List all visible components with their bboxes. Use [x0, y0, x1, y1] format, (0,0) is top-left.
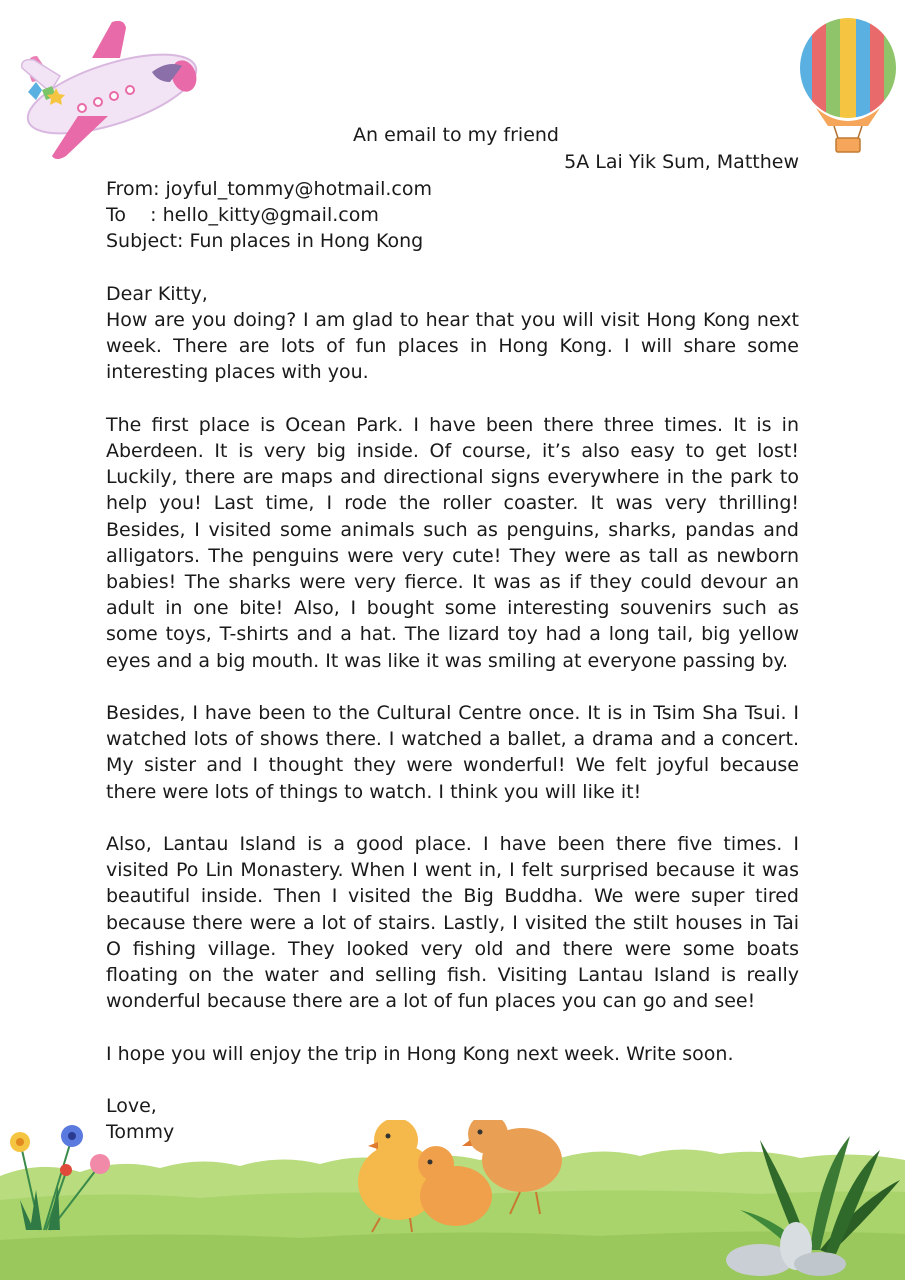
email-from-line: [106, 176, 799, 202]
from-label: From:: [106, 178, 160, 200]
paragraph-closing-wish: I hope you will enjoy the trip in Hong Kong next week. Write soon.: [106, 1042, 734, 1065]
letter-content: [106, 176, 799, 1145]
paragraph-ocean-park: The first place is Ocean Park. I have been there three times. It is in Aberdeen. It is very big inside. Of course, it’s also easy to get lost! Luckily, there are maps and directional signs everywhere in the park to help you! Last time, I rode the roller coaster. It was very thrilling! Besides, I visited some animals such as penguins, sharks, pandas and alligators. The penguins were very cute! They were as tall as newborn babies! The sharks were very fierce. It was as if they could devour an adult in one bite! Also, I bought some interesting souvenirs such as some toys, T-shirts and a hat. The lizard toy had a long tail, big yellow eyes and a big mouth. It was like it was smiling at everyone passing by.: [106, 413, 799, 672]
to-address: hello_kitty@gmail.com: [162, 204, 379, 227]
to-label: To :: [106, 204, 157, 227]
document-title: An email to my friend: [353, 124, 559, 146]
author-name: 5A Lai Yik Sum, Matthew: [564, 151, 799, 173]
airplane-icon: [12, 16, 202, 166]
subject-label: Subject:: [106, 230, 184, 253]
paragraph-cultural-centre: Besides, I have been to the Cultural Centre once. It is in Tsim Sha Tsui. I watched lots of shows there. I watched a ballet, a drama and a concert. My sister and I thought they were wonderful! We felt joyful because there were lots of things to watch. I think you will like it!: [106, 702, 799, 803]
paragraph-lantau-island: Also, Lantau Island is a good place. I have been there five times. I visited Po Lin Monastery. When I went in, I felt surprised because it was beautiful inside. Then I visited the Big Buddha. We were super tired because there were a lot of stairs. Lastly, I visited the stilt houses in Tai O fishing village. They looked very old and there were some boats floating on the water and selling fish. Visiting Lantau Island is really wonderful because there are a lot of fun places you can go and see!: [106, 833, 799, 1013]
greeting: Dear Kitty,: [106, 282, 208, 305]
hot-air-balloon-icon: [798, 16, 898, 156]
paragraph-intro: How are you doing? I am glad to hear that you will visit Hong Kong next week. There are lots of fun places in Hong Kong. I will share some interesting places with you.: [106, 309, 799, 384]
grass-scene: [0, 1120, 905, 1280]
from-address: joyful_tommy@hotmail.com: [165, 178, 432, 200]
email-to-line: [106, 202, 799, 228]
email-subject-line: [106, 228, 799, 254]
closing: Love,: [106, 1095, 157, 1118]
signature: Tommy: [106, 1121, 175, 1144]
subject-text: Fun places in Hong Kong: [189, 230, 424, 253]
